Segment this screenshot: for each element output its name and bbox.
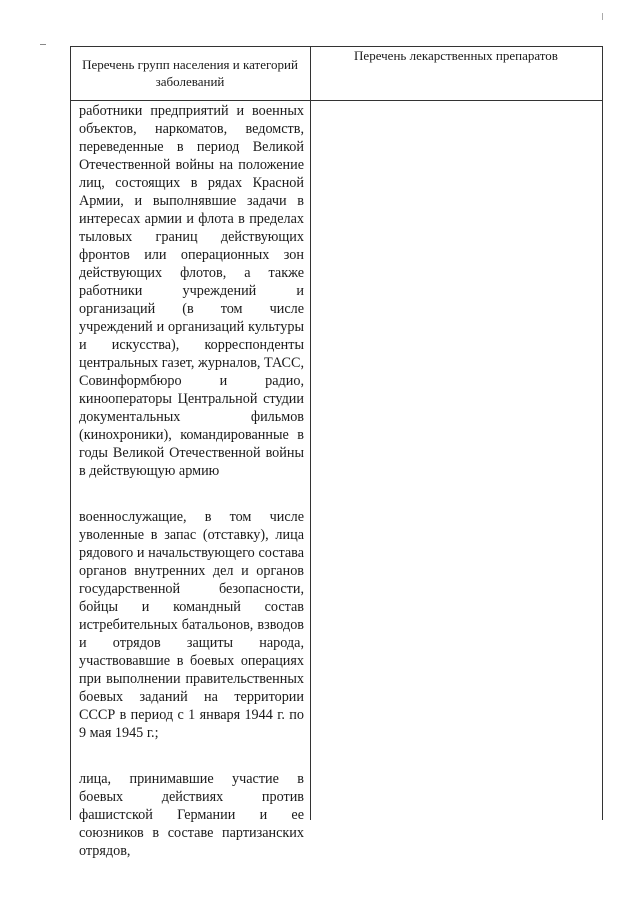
table-header-separator	[70, 100, 603, 101]
population-groups-column	[79, 102, 304, 860]
scan-mark	[40, 44, 46, 45]
paragraph-workers: работники предприятий и военных объектов, наркоматов, ведомств, переведенные в период Великой Отечественной войны на положение лиц, состоящих в рядах Красной Армии, и выполнявшие задачи в интересах армии и флота в пределах тыловых границ действующих фронтов или операционных зон действующих флотов, а также работники учреждений и организаций (в том числе учреждений и организаций культуры и искусства), корреспонденты центральных газет, журналов, ТАСС, Совинформбюро и радио, кинооператоры Центральной студии документальных фильмов (кинохроники), командированные в годы Великой Отечественной войны в действующую армию	[79, 103, 304, 479]
column-header-medicines: Перечень лекарственных препаратов	[354, 48, 558, 63]
table-left-border	[70, 46, 71, 820]
scan-mark	[602, 13, 603, 20]
paragraph-servicemen: военнослужащие, в том числе уволенные в запас (отставку), лица рядового и начальствующего состава органов внутренних дел и органов государственной безопасности, бойцы и командный состав истребительных батальонов, взводов и отрядов защиты народа, участвовавшие в боевых операциях при выполнении правительственных боевых заданий на территории СССР в период с 1 января 1944 г. по 9 мая 1945 г.;	[79, 509, 304, 741]
column-header-population-groups: Перечень групп населения и категорий заболеваний	[82, 57, 298, 89]
table-column-divider	[310, 46, 311, 820]
table-right-border	[602, 46, 603, 820]
paragraph-partisans: лица, принимавшие участие в боевых действиях против фашистской Германии и ее союзников в составе партизанских отрядов,	[79, 771, 304, 859]
